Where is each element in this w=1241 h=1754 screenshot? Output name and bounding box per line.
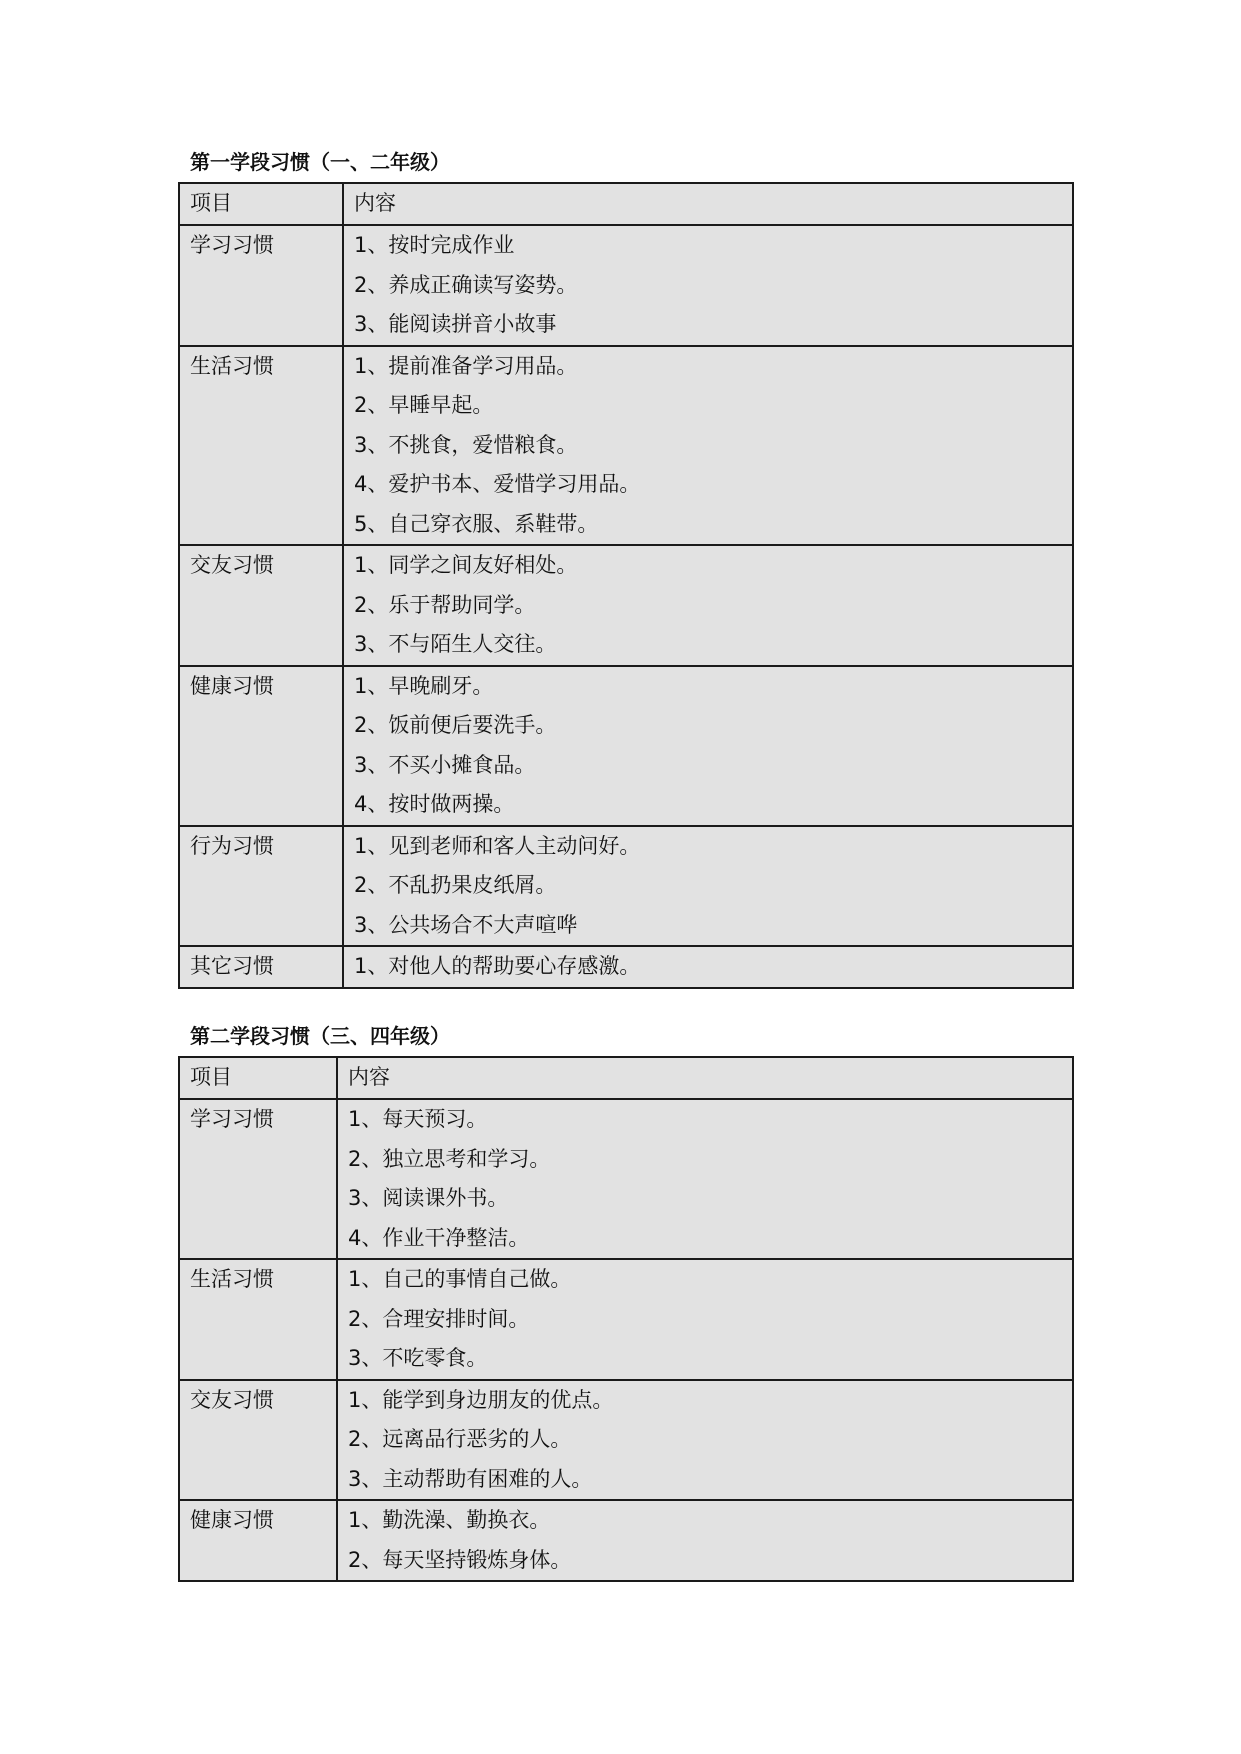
category-cell: 学习习惯 (179, 1099, 337, 1259)
list-item: 4、按时做两操。 (354, 792, 515, 816)
content-cell (343, 346, 1073, 546)
list-item: 3、不挑食，爱惜粮食。 (354, 432, 578, 457)
content-cell (343, 666, 1073, 826)
list-item: 1、同学之间友好相处。 (354, 553, 578, 577)
table-row (179, 1500, 1073, 1581)
section-stage-2 (178, 1022, 1072, 1582)
list-item: 1、自己的事情自己做。 (348, 1267, 572, 1291)
table-row (179, 225, 1073, 346)
content-cell (337, 1500, 1073, 1581)
list-item: 1、每天预习。 (348, 1107, 488, 1131)
table-row (179, 946, 1073, 988)
category-cell: 健康习惯 (179, 1500, 337, 1581)
list-item: 1、对他人的帮助要心存感激。 (354, 954, 641, 978)
category-cell: 生活习惯 (179, 346, 343, 546)
content-cell (337, 1380, 1073, 1501)
category-cell: 生活习惯 (179, 1259, 337, 1380)
section-stage-1 (178, 148, 1072, 989)
habit-table (178, 1056, 1074, 1582)
table-row (179, 1259, 1073, 1380)
list-item: 1、勤洗澡、勤换衣。 (348, 1508, 551, 1532)
header-content: 内容 (343, 183, 1073, 225)
list-item: 2、不乱扔果皮纸屑。 (354, 873, 557, 897)
category-cell: 其它习惯 (179, 946, 343, 988)
list-item: 3、主动帮助有困难的人。 (348, 1466, 593, 1491)
list-item: 2、远离品行恶劣的人。 (348, 1427, 572, 1451)
section-title: 第二学段习惯（三、四年级） (190, 1024, 450, 1048)
table-header-row (179, 1057, 1073, 1099)
list-item: 1、能学到身边朋友的优点。 (348, 1387, 614, 1412)
list-item: 5、自己穿衣服、系鞋带。 (354, 511, 599, 536)
header-item: 项目 (179, 1057, 337, 1099)
table-row (179, 666, 1073, 826)
list-item: 4、爱护书本、爱惜学习用品。 (354, 472, 641, 496)
list-item: 2、早睡早起。 (354, 393, 494, 417)
list-item: 3、不吃零食。 (348, 1346, 488, 1370)
category-cell: 健康习惯 (179, 666, 343, 826)
table-row (179, 545, 1073, 666)
content-cell (343, 545, 1073, 666)
category-cell: 交友习惯 (179, 1380, 337, 1501)
content-cell (343, 225, 1073, 346)
list-item: 1、早晚刷牙。 (354, 673, 494, 698)
list-item: 2、养成正确读写姿势。 (354, 272, 578, 297)
list-item: 2、饭前便后要洗手。 (354, 713, 557, 737)
table-row (179, 1380, 1073, 1501)
table-header-row (179, 183, 1073, 225)
section-title: 第一学段习惯（一、二年级） (190, 150, 450, 174)
category-cell: 交友习惯 (179, 545, 343, 666)
table-row (179, 826, 1073, 947)
table-row (179, 346, 1073, 546)
header-item: 项目 (179, 183, 343, 225)
header-content: 内容 (337, 1057, 1073, 1099)
list-item: 3、公共场合不大声喧哗 (354, 912, 578, 937)
list-item: 3、不与陌生人交往。 (354, 632, 557, 656)
list-item: 2、乐于帮助同学。 (354, 592, 536, 617)
list-item: 1、见到老师和客人主动问好。 (354, 833, 641, 858)
list-item: 1、提前准备学习用品。 (354, 353, 578, 378)
list-item: 2、每天坚持锻炼身体。 (348, 1547, 572, 1572)
list-item: 3、不买小摊食品。 (354, 752, 536, 777)
list-item: 2、合理安排时间。 (348, 1306, 530, 1331)
content-cell (337, 1259, 1073, 1380)
list-item: 4、作业干净整洁。 (348, 1225, 530, 1250)
list-item: 1、按时完成作业 (354, 233, 515, 257)
list-item: 2、独立思考和学习。 (348, 1146, 551, 1171)
list-item: 3、能阅读拼音小故事 (354, 312, 557, 336)
category-cell: 行为习惯 (179, 826, 343, 947)
table-row (179, 1099, 1073, 1259)
content-cell (343, 826, 1073, 947)
list-item: 3、阅读课外书。 (348, 1186, 509, 1210)
category-cell: 学习习惯 (179, 225, 343, 346)
content-cell (337, 1099, 1073, 1259)
content-cell (343, 946, 1073, 988)
habit-table (178, 182, 1074, 989)
